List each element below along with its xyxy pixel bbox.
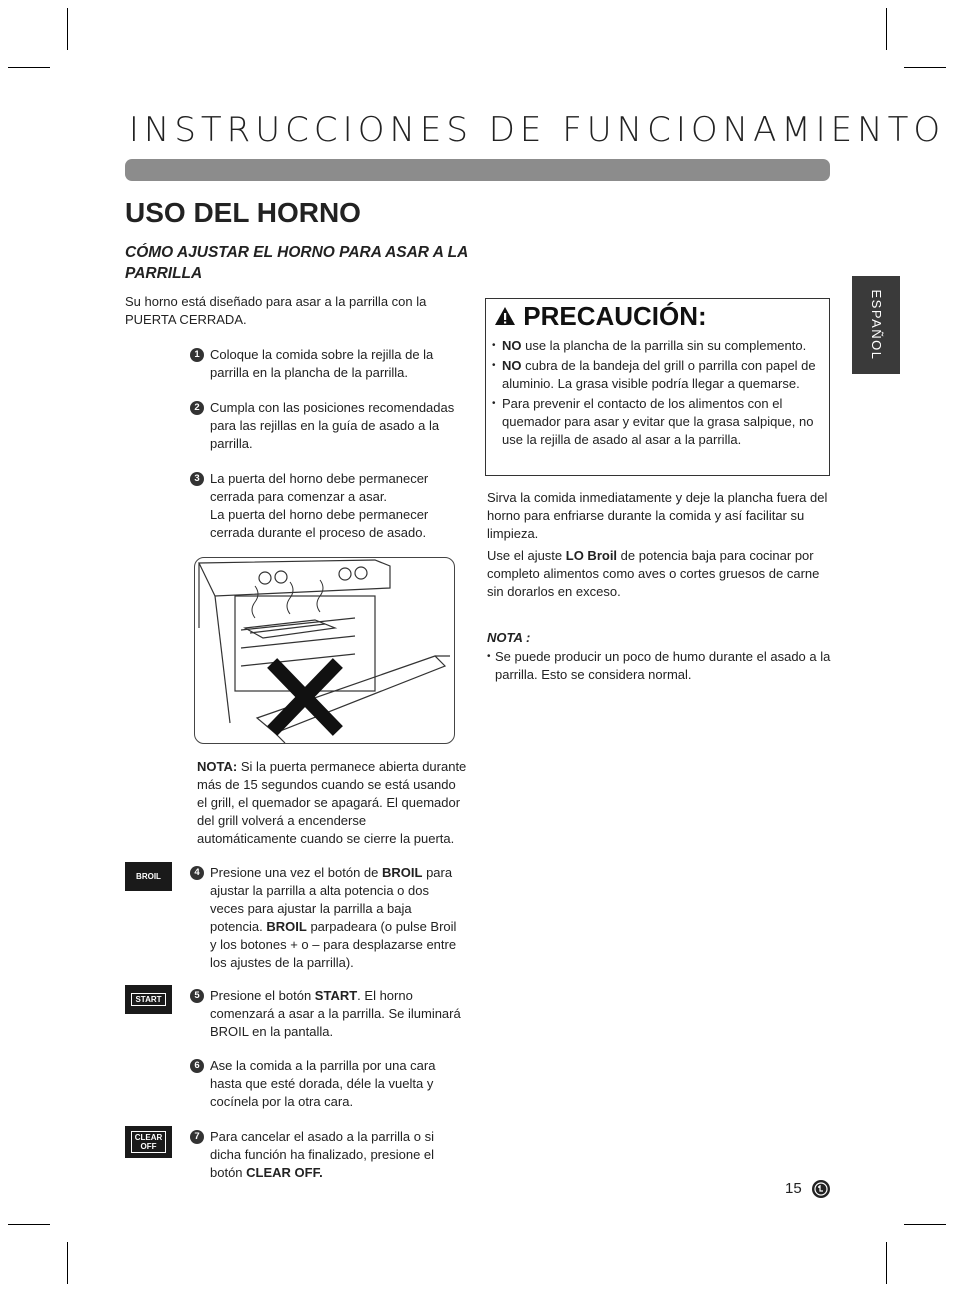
section-title: USO DEL HORNO [125,197,361,228]
step-text: Ase la comida a la parrilla por una cara hasta que esté dorada, déle la vuelta y cocínela por la otra cara. [210,1058,436,1109]
door-open-note: NOTA: Si la puerta permanece abierta durante más de 15 segundos cuando se está usando el grill, el quemador se apagará. El quemador del grill volverá a encenderse automáticamente cuando se cierre la puerta. [197,759,467,846]
title-divider-bar [125,159,830,181]
crop-mark [67,8,68,50]
step-number: 6 [190,1059,204,1073]
smoke-note-text: • Se puede producir un poco de humo durante el asado a la parrilla. Esto se considera normal. [487,648,840,684]
step-5 [190,987,465,1041]
section-subtitle: CÓMO AJUSTAR EL HORNO PARA ASAR A LA PARRILLA [125,244,468,282]
serving-paragraph: Sirva la comida inmediatamente y deje la plancha fuera del horno para enfriarse durante la comida y así facilitar su limpieza. [487,490,828,541]
caution-box [485,298,830,476]
oven-drawing [195,558,454,743]
step-6 [190,1057,465,1111]
lg-logo-icon [812,1180,830,1198]
step-number: 2 [190,401,204,415]
crop-mark [886,8,887,50]
crop-mark [67,1242,68,1284]
intro-text: Su horno está diseñado para asar a la parrilla con la PUERTA CERRADA. [125,294,427,327]
crop-mark [8,1224,50,1225]
step-3 [190,470,465,542]
crop-mark [904,67,946,68]
broil-button-icon: BROIL [125,862,172,891]
smoke-note-label: NOTA : [487,630,531,645]
caution-item: • NO cubra de la bandeja del grill o parrilla con papel de aluminio. La grasa visible podría llegar a quemarse. [492,357,822,393]
caution-list [492,337,822,451]
lo-broil-paragraph: Use el ajuste LO Broil de potencia baja para cocinar por completo alimentos como aves o cortes gruesos de carne sin dorarlos en exceso. [487,548,820,599]
start-button-icon: START [125,985,172,1014]
step-number: 1 [190,348,204,362]
step-4 [190,864,465,972]
language-tab-label: ESPAÑOL [869,289,884,361]
language-tab [852,276,900,374]
step-number: 7 [190,1130,204,1144]
crop-mark [8,67,50,68]
step-number: 5 [190,989,204,1003]
clear-off-button-icon: CLEAR OFF [125,1126,172,1158]
warning-icon [494,306,516,326]
step-text: La puerta del horno debe permanecer cerrada para comenzar a asar. La puerta del horno debe permanecer cerrada durante el proceso de asado. [210,471,429,540]
step-number: 3 [190,472,204,486]
crop-mark [904,1224,946,1225]
step-7 [190,1128,465,1182]
step-number: 4 [190,866,204,880]
step-text: Presione una vez el botón de BROIL para ajustar la parrilla a alta potencia o dos veces para ajustar la parrilla a baja potencia. BROIL parpadeara (o pulse Broil y los botones + o – para desplazarse entre los ajustes de la parrilla). [210,865,457,970]
caution-title: PRECAUCIÓN: [494,301,707,332]
page-title: INSTRUCCIONES DE FUNCIONAMIENTO [128,110,946,150]
page-number: 15 [785,1180,802,1197]
caution-item: • NO use la plancha de la parrilla sin su complemento. [492,337,822,355]
crop-mark [886,1242,887,1284]
open-oven-illustration [194,557,455,744]
step-text: Coloque la comida sobre la rejilla de la parrilla en la plancha de la parrilla. [210,347,434,380]
step-text: Presione el botón START. El horno comenzará a asar a la parrilla. Se iluminará BROIL en la pantalla. [210,988,461,1039]
step-1 [190,346,465,382]
caution-item: • Para prevenir el contacto de los alimentos con el quemador para asar y evitar que la grasa salpique, no use la rejilla de asado al asar a la parrilla. [492,395,822,449]
step-text: Para cancelar el asado a la parrilla o si dicha función ha finalizado, presione el botón CLEAR OFF. [210,1129,435,1180]
step-text: Cumpla con las posiciones recomendadas para las rejillas en la guía de asado a la parrilla. [210,400,455,451]
step-2 [190,399,465,453]
